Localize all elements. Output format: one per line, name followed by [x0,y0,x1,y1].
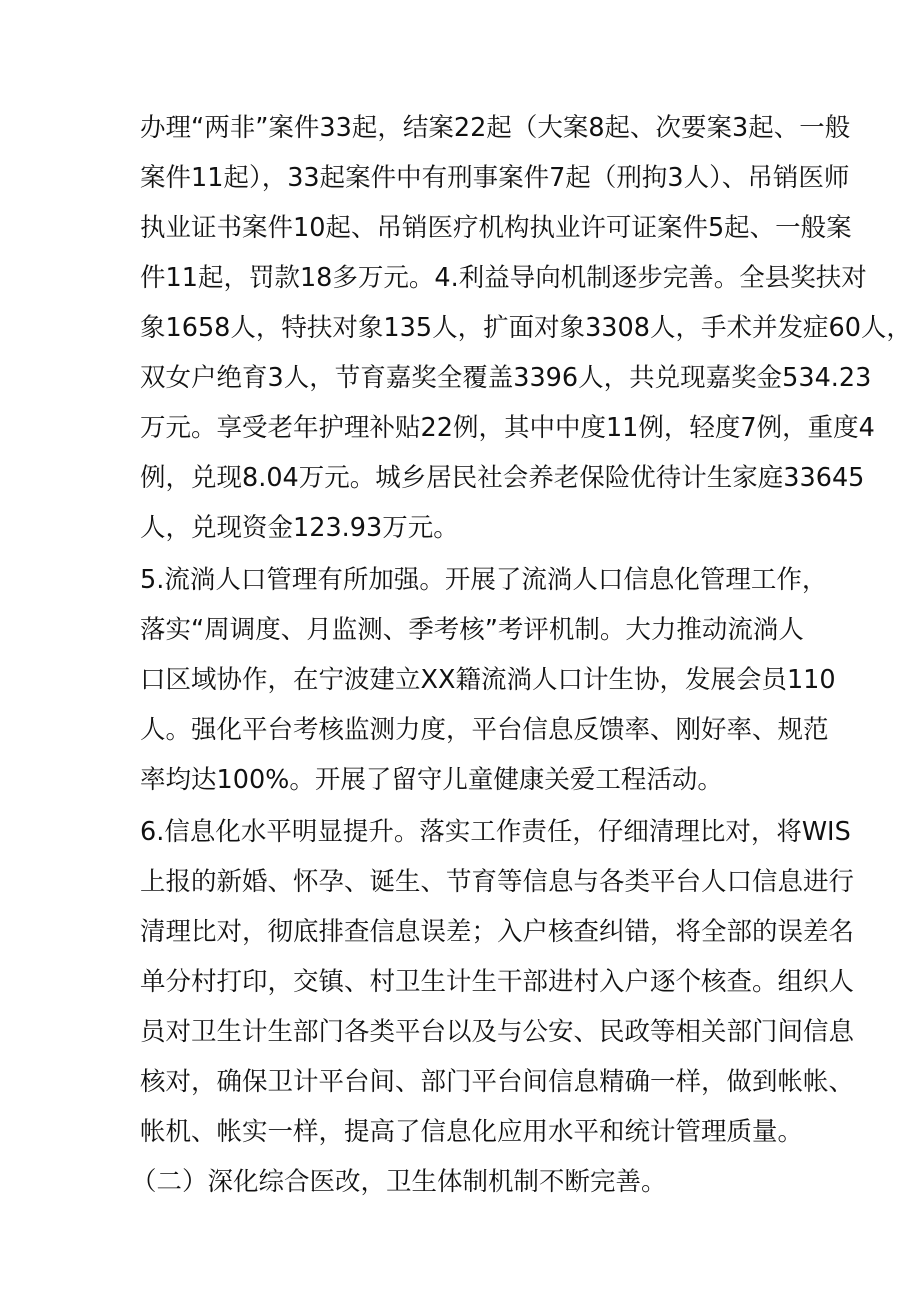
body-text-line: 象1658人，特扶对象135人，扩面对象3308人，手术并发症60人， [140,313,912,343]
body-text-line: 人。强化平台考核监测力度，平台信息反馈率、刚好率、规范 [140,715,829,745]
body-text-line: 帐机、帐实一样，提高了信息化应用水平和统计管理质量。 [140,1117,804,1147]
body-text-line: 5.流淌人口管理有所加强。开展了流淌人口信息化管理工作， [140,565,828,595]
body-text-line: 双女户绝育3人，节育嘉奖全覆盖3396人，共兑现嘉奖金534.23 [140,363,872,393]
body-text-line: 6.信息化水平明显提升。落实工作责任，仔细清理比对，将WIS [140,817,851,847]
body-text-line: 单分村打印，交镇、村卫生计生干部进村入户逐个核查。组织人 [140,967,855,997]
body-text-line: 率均达100%。开展了留守儿童健康关爱工程活动。 [140,765,723,795]
body-text-line: 清理比对，彻底排查信息误差；入户核查纠错，将全部的误差名 [140,917,855,947]
body-text-line: 人，兑现资金123.93万元。 [140,513,459,543]
body-text-line: 口区域协作，在宁波建立XX籍流淌人口计生协，发展会员110 [140,665,836,695]
body-text-line: 员对卫生计生部门各类平台以及与公安、民政等相关部门间信息 [140,1017,855,1047]
body-text-line: 件11起，罚款18多万元。4.利益导向机制逐步完善。全县奖扶对 [140,263,867,293]
body-text-line: 执业证书案件10起、吊销医疗机构执业许可证案件5起、一般案 [140,213,852,243]
body-text-line: 上报的新婚、怀孕、诞生、节育等信息与各类平台人口信息进行 [140,867,855,897]
body-text-line: 案件11起），33起案件中有刑事案件7起（刑拘3人）、吊销医师 [140,163,850,193]
body-text-line: 例，兑现8.04万元。城乡居民社会养老保险优待计生家庭33645 [140,463,865,493]
body-text-line: 落实“周调度、月监测、季考核”考评机制。大力推动流淌人 [140,615,804,645]
body-text-line: 核对，确保卫计平台间、部门平台间信息精确一样，做到帐帐、 [140,1067,855,1097]
body-text-line: 办理“两非”案件33起，结案22起（大案8起、次要案3起、一般 [140,113,851,143]
body-text-line: 万元。享受老年护理补贴22例，其中中度11例，轻度7例，重度4 [140,413,875,443]
section-heading: （二）深化综合医改，卫生体制机制不断完善。 [131,1167,667,1197]
